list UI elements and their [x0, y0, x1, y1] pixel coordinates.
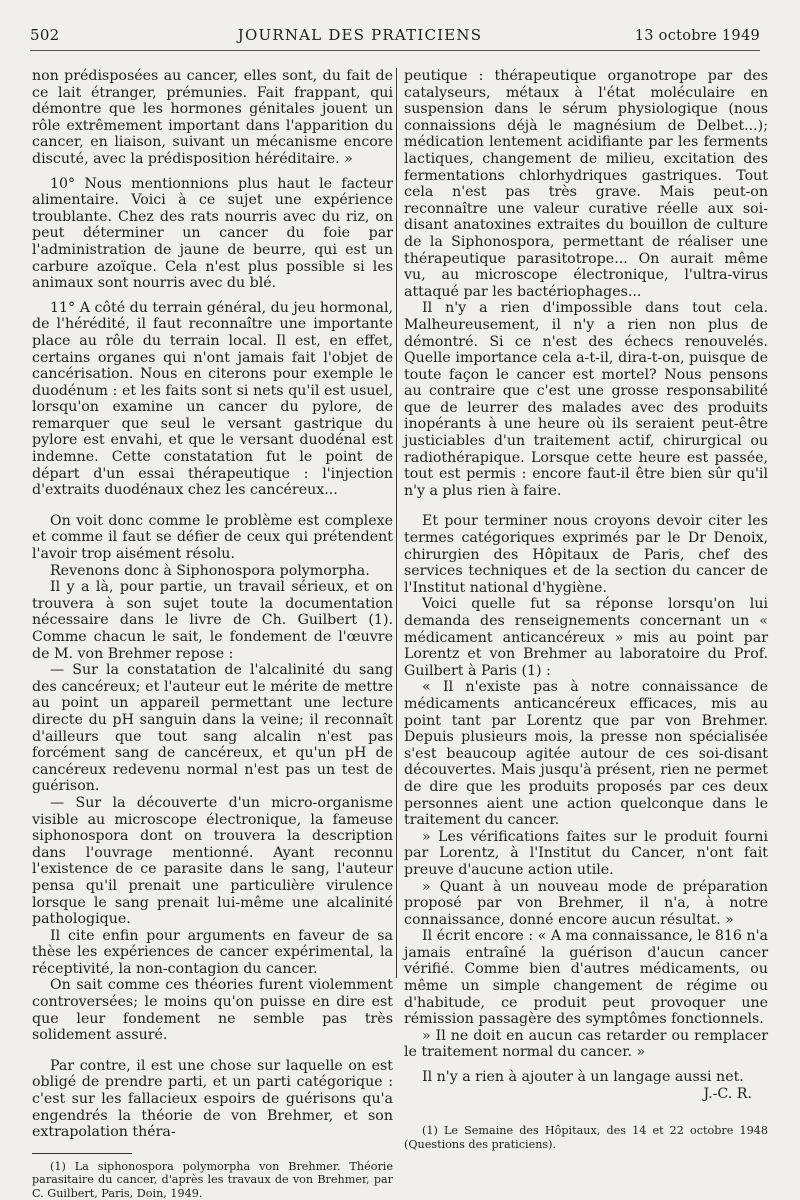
footnote-rule [32, 1153, 132, 1154]
paragraph: 11° A côté du terrain général, du jeu hormonal, de l'hérédité, il faut reconnaître une importante place au rôle du terrain local. Il est, en effet, certains organes qui n'ont jamais fait l'objet de cancérisation. Nous en citerons pour exemple le duodénum : et les faits sont si nets qu'il est usuel, lorsqu'on examine un cancer du pylore, de remarquer que seul le versant gastrique du pylore est envahi, et que le versant duodénal est indemne. Cette constatation fut le point de départ d'un essai thérapeutique : l'injection d'extraits duodénaux chez les cancéreux... [32, 299, 393, 499]
paragraph: 10° Nous mentionnions plus haut le facteur alimentaire. Voici à ce sujet une expérience troublante. Chez des rats nourris avec du riz, on peut déterminer un cancer du foie par l'administration de jaune de beurre, qui est un carbure azoïque. Cela n'est plus possible si les animaux sont nourris avec du blé. [32, 175, 393, 292]
author-signature: J.-C. R. [703, 1085, 752, 1102]
running-header [30, 26, 760, 51]
footnote: (1) Le Semaine des Hôpitaux, des 14 et 22 octobre 1948 (Questions des praticiens). [404, 1124, 768, 1151]
left-column [32, 68, 393, 1200]
paragraph: Il écrit encore : « A ma connaissance, le 816 n'a jamais entraîné la guérison d'aucun cancer vérifié. Comme bien d'autres médicaments, ou même un simple changement de régime ou d'habitude, ce produit peut provoquer une rémission passagère des symptômes fonctionnels. [404, 928, 768, 1028]
paragraph: Il cite enfin pour arguments en faveur de sa thèse les expériences de cancer expérimental, la réceptivité, la non-contagion du cancer. [32, 927, 393, 977]
paragraph: peutique : thérapeutique organotrope par des catalyseurs, métaux à l'état moléculaire en suspension dans le sérum physiologique (nous connaissions déjà le magnésium de Delbet...); médication lentement acidifiante par les ferments lactiques, changement de milieu, excitation des fermentations chlorhydriques gastriques. Tout cela n'est pas très grave. Mais peut-on reconnaître une valeur curative réelle aux soi-disant anatoxines extraites du bouillon de culture de la Siphonospora, permettant de réaliser une thérapeutique parasitotrope... On aurait même vu, au microscope électronique, l'ultra-virus attaqué par les bactériophages... [404, 68, 768, 300]
right-column [404, 68, 768, 1151]
paragraph: » Les vérifications faites sur le produit fourni par Lorentz, à l'Institut du Cancer, n'ont fait preuve d'aucune action utile. [404, 828, 768, 878]
page-number: 502 [30, 26, 60, 44]
paragraph: Voici quelle fut sa réponse lorsqu'on lui demanda des renseignements concernant un « médicament anticancéreux » mis au point par Lorentz et von Brehmer au laboratoire du Prof. Guilbert à Paris (1) : [404, 596, 768, 679]
paragraph: On voit donc comme le problème est complexe et comme il faut se défier de ceux qui prétendent l'avoir trop aisément résolu. [32, 512, 393, 563]
paragraph: — Sur la découverte d'un micro-organisme visible au microscope électronique, la fameuse siphonospora dont on trouvera la description dans l'ouvrage mentionné. Ayant reconnu l'existence de ce parasite dans le sang, l'auteur pensa qu'il prenait une particulière virulence lorsque le sang prenait lui-même une alcalinité pathologique. [32, 794, 393, 928]
journal-title: JOURNAL DES PRATICIENS [237, 26, 483, 44]
paragraph: On sait comme ces théories furent violemment controversées; le moins qu'on puisse en dire est que leur fondement ne semble pas très solidement assuré. [32, 977, 393, 1044]
paragraph: Par contre, il est une chose sur laquelle on est obligé de prendre parti, et un parti catégorique : c'est sur les fallacieux espoirs de guérisons qu'a engendrés la théorie de von Brehmer, et son extrapolation théra- [32, 1057, 393, 1141]
paragraph: « Il n'existe pas à notre connaissance de médicaments anticancéreux efficaces, mis au point tant par Lorentz que par von Brehmer. Depuis plusieurs mois, la presse non spécialisée s'est beaucoup agitée autour de ces soi-disant découvertes. Mais jusqu'à présent, rien ne permet de dire que les produits proposés par ces deux personnes aient une action quelconque dans le traitement du cancer. [404, 679, 768, 829]
footnote: (1) La siphonospora polymorpha von Brehmer. Théorie parasitaire du cancer, d'après les travaux de von Brehmer, par C. Guilbert, Paris, Doin, 1949. [32, 1159, 393, 1200]
paragraph: Il n'y a rien à ajouter à un langage aussi net. [422, 1069, 744, 1086]
paragraph: — Sur la constatation de l'alcalinité du sang des cancéreux; et l'auteur eut le mérite de mettre au point un appareil permettant une lecture directe du pH sanguin dans la veine; il reconnaît d'ailleurs que tout sang alcalin n'est pas forcément sang de cancéreux, et qu'un pH de cancéreux redevenu normal n'est pas un test de guérison. [32, 662, 393, 795]
paragraph: Et pour terminer nous croyons devoir citer les termes catégoriques exprimés par le Dr Denoix, chirurgien des Hôpitaux de Paris, chef des services techniques et de la section du cancer de l'Institut national d'hygiène. [404, 513, 768, 596]
paragraph: Il y a là, pour partie, un travail sérieux, et on trouvera à son sujet toute la documentation nécessaire dans le livre de Ch. Guilbert (1). Comme chacun le sait, le fondement de l'œuvre de M. von Brehmer repose : [32, 579, 393, 662]
paragraph: » Quant à un nouveau mode de préparation proposé par von Brehmer, il n'a, à notre connaissance, donné encore aucun résultat. » [404, 878, 768, 928]
paragraph: Revenons donc à Siphonospora polymorpha. [50, 562, 370, 579]
paragraph: Il n'y a rien d'impossible dans tout cela. Malheureusement, il n'y a rien non plus de démontré. Si ce n'est des échecs renouvelés. Quelle importance cela a-t-il, dira-t-on, puisque de toute façon le cancer est mortel? Nous pensons au contraire que c'est une grosse responsabilité que de leurrer des malades avec des produits inopérants à une heure où ils seraient peut-être justiciables d'un traitement actif, chirurgical ou radiothérapique. Lorsque cette heure est passée, tout est permis : encore faut-il être bien sûr qu'il n'y a plus rien à faire. [404, 300, 768, 499]
issue-date: 13 octobre 1949 [634, 28, 760, 44]
column-divider [396, 68, 397, 978]
paragraph: non prédisposées au cancer, elles sont, du fait de ce lait étranger, prémunies. Fait frappant, qui démontre que les hormones génitales jouent un rôle extrêmement important dans l'apparition du cancer, en liaison, suivant un mécanisme encore discuté, avec la prédisposition héréditaire. » [32, 68, 393, 167]
paragraph: » Il ne doit en aucun cas retarder ou remplacer le traitement normal du cancer. » [404, 1027, 768, 1061]
